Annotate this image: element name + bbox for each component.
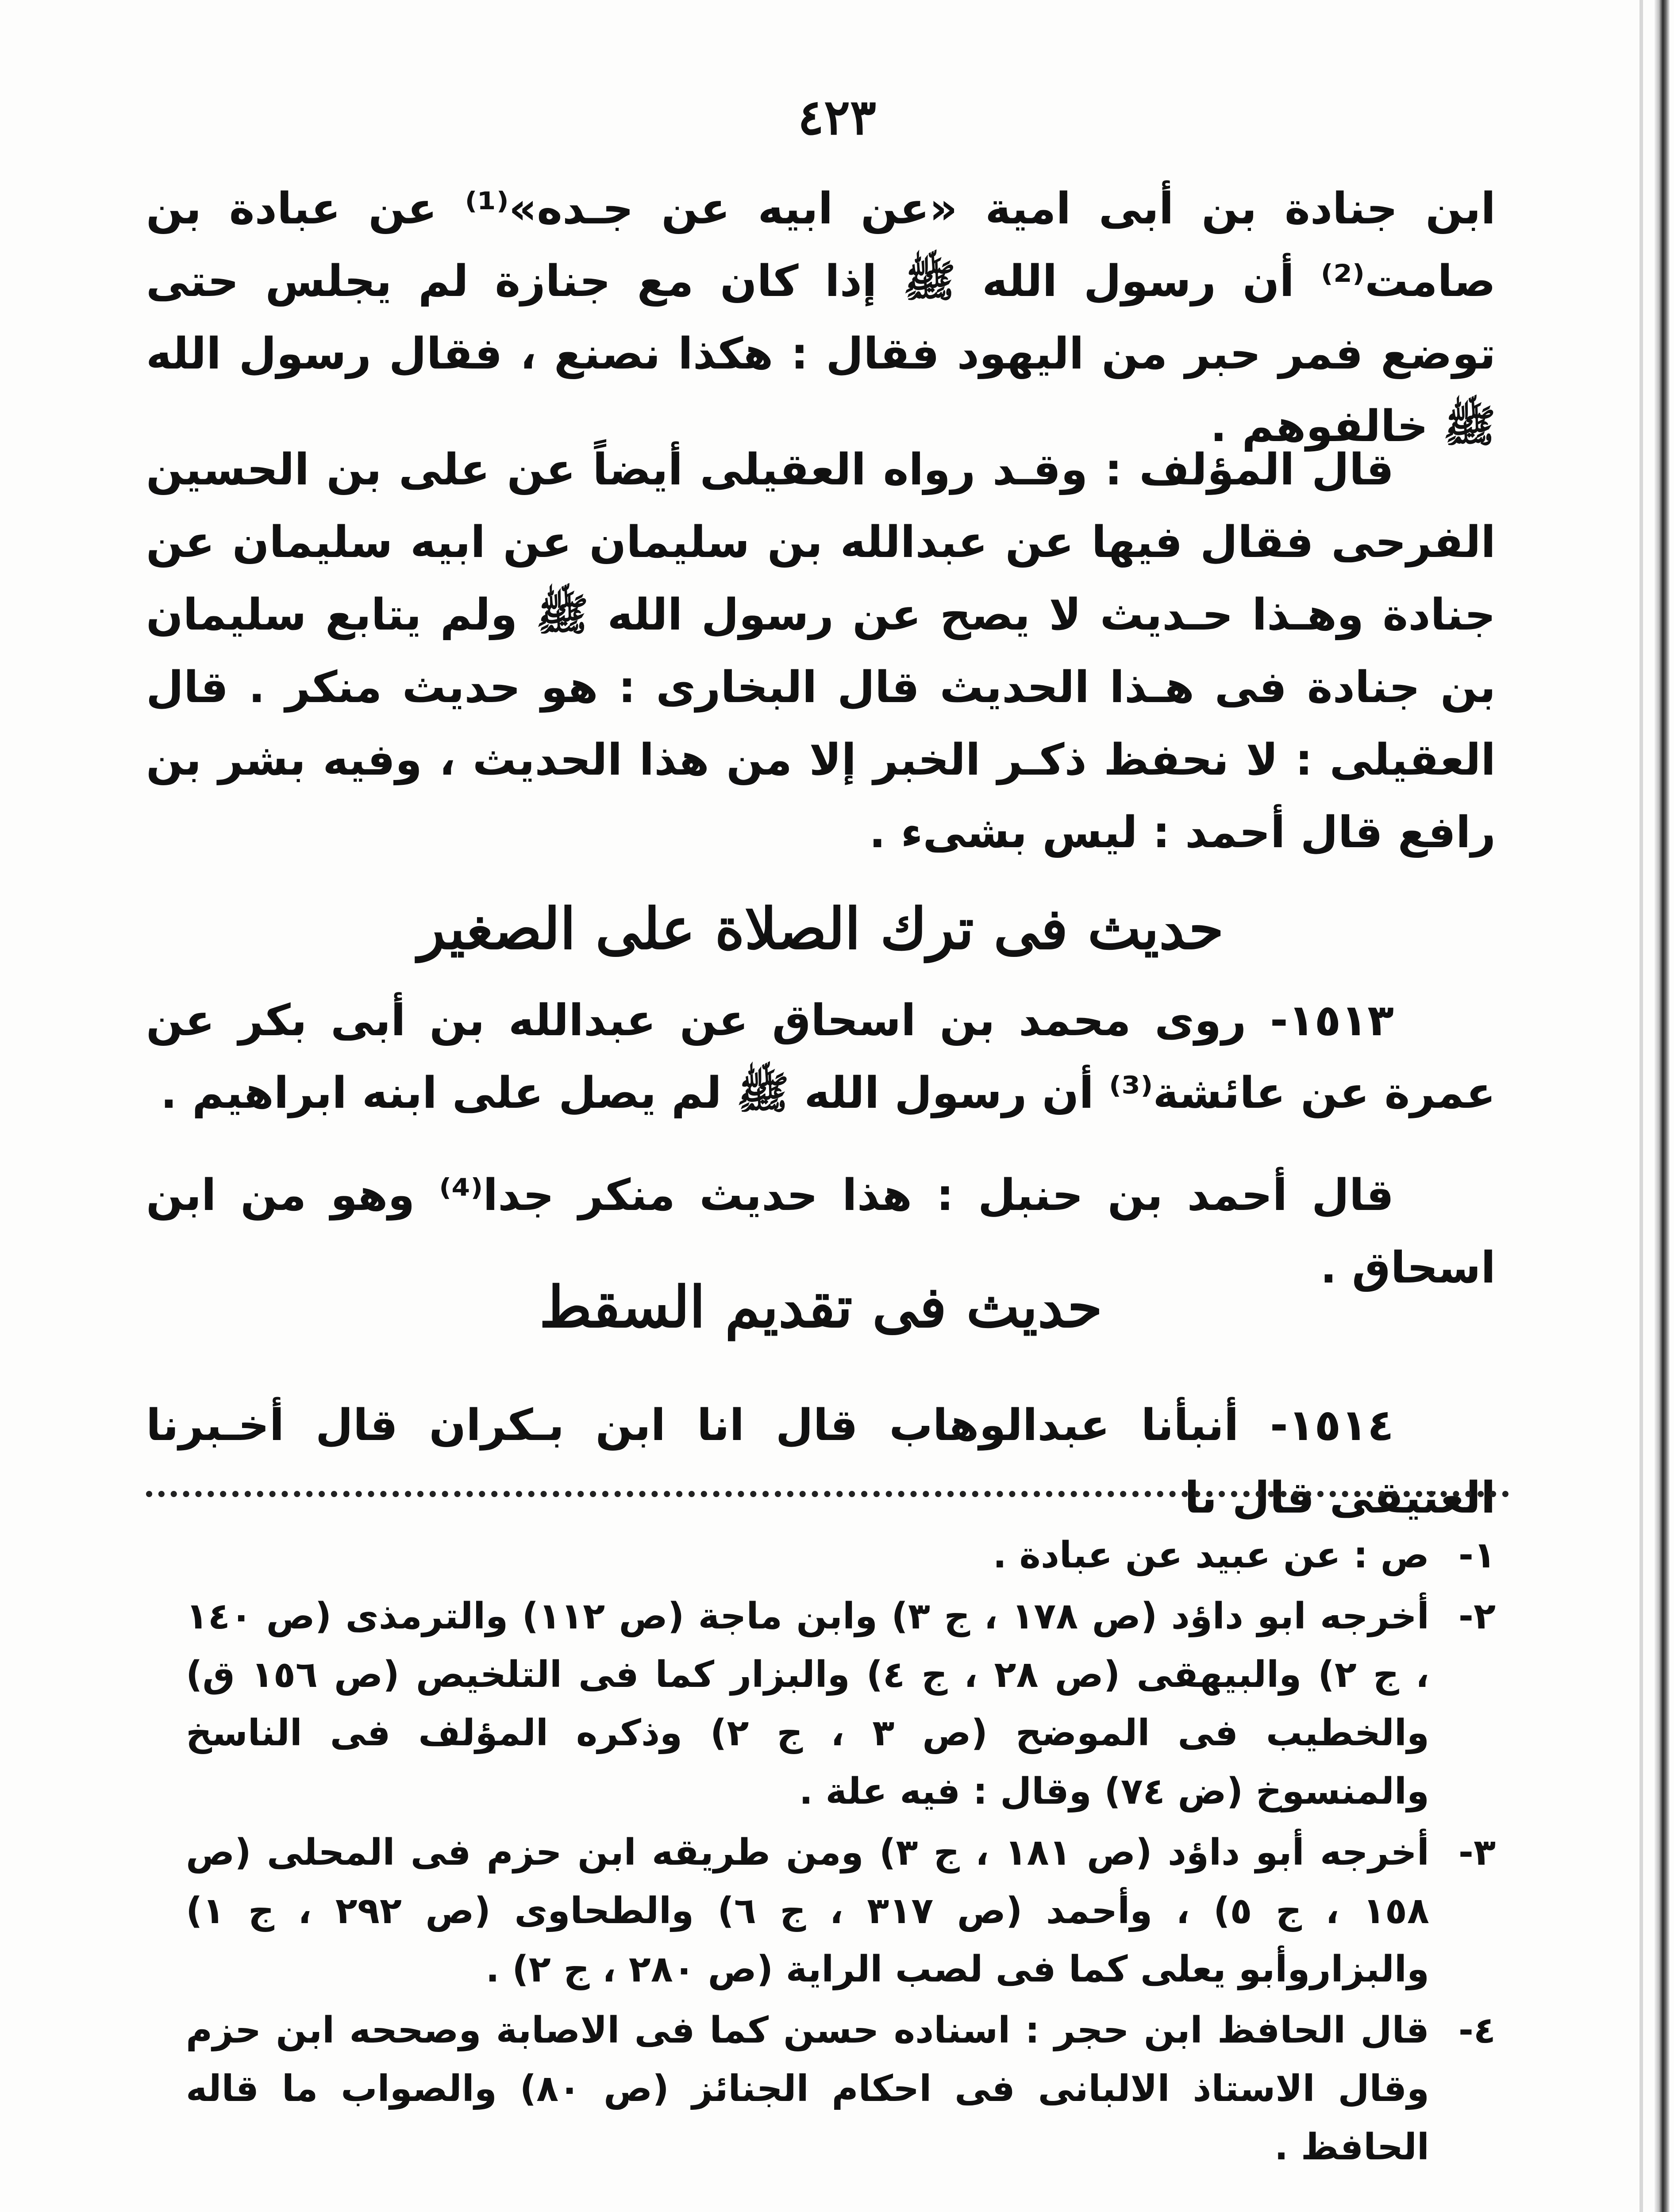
page-number: ٤٢٣ [797,88,877,146]
footnote-text: ص : عن عبيد عن عبادة . [993,1534,1429,1576]
footnote-2 [186,1587,1496,1821]
footnote-number: ١- [1458,1534,1496,1576]
body-paragraph-1: ابن جنادة بن أبى امية «عن ابيه عن جـده»⁽¹⁾ عن عبادة بن صامت⁽²⁾ أن رسول الله ﷺ إذا كان مع جنازة لم يجلس حتى توضع فمر حبر من اليهود فقال : هكذا نصنع ، فقال رسول الله ﷺ خالفوهم . [146,184,1496,452]
body-paragraph-2: قال المؤلف : وقـد رواه العقيلى أيضاً عن على بن الحسين الفرحى فقال فيها عن عبدالله بن سليمان عن ابيه سليمان عن جنادة وهـذا حـديث لا يصح عن رسول الله ﷺ ولم يتابع سليمان بن جنادة فى هـذا الحديث قال البخارى : هو حديث منكر . قال العقيلى : لا نحفظ ذكـر الخبر إلا من هذا الحديث ، وفيه بشر بن رافع قال أحمد : ليس بشىء . [146,445,1496,858]
hadith-1514: ١٥١٤- أنبأنا عبدالوهاب قال انا ابن بـكران قال أخـبرنا العتيقى قال نا [146,1400,1496,1523]
footnote-number: ٤- [1458,2009,1496,2051]
section-heading-2: حديث فى تقديم السقط [539,1274,1103,1340]
footnote-number: ٣- [1458,1832,1496,1874]
footnote-1 [186,1526,1496,1585]
page-binding-shadow [1639,0,1643,2212]
footnotes [186,1526,1496,2179]
footnote-text: قال الحافظ ابن حجر : اسناده حسن كما فى الاصابة وصححه ابن حزم وقال الاستاذ الالبانى فى احكام الجنائز (ص ٨٠) والصواب ما قاله الحافظ . [186,2009,1429,2168]
footnote-separator [146,1491,1509,1497]
section-heading-1: حديث فى ترك الصلاة على الصغير [418,896,1224,962]
page-binding-edge [1655,0,1670,2212]
footnote-number: ٢- [1458,1595,1496,1637]
footnote-3 [186,1824,1496,1999]
footnote-4 [186,2001,1496,2177]
footnote-text: أخرجه ابو داؤد (ص ١٧٨ ، ج ٣) وابن ماجة (ص ١١٢) والترمذى (ص ١٤٠ ، ج ٢) والبيهقى (ص ٢٨ ، ج ٤) والبزار كما فى التلخيص (ص ١٥٦ ق) والخطيب فى الموضح (ص ٣ ، ج ٢) وذكره المؤلف فى الناسخ والمنسوخ (ض ٧٤) وقال : فيه علة . [186,1595,1430,1813]
hadith-1513: ١٥١٣- روى محمد بن اسحاق عن عبدالله بن أبى بكر عن عمرة عن عائشة⁽³⁾ أن رسول الله ﷺ لم يصل على ابنه ابراهيم . [146,995,1496,1118]
footnote-text: أخرجه أبو داؤد (ص ١٨١ ، ج ٣) ومن طريقه ابن حزم فى المحلى (ص ١٥٨ ، ج ٥) ، وأحمد (ص ٣١٧ ، ج ٦) والطحاوى (ص ٢٩٢ ، ج ١) والبزاروأبو يعلى كما فى لصب الراية (ص ٢٨٠ ، ج ٢) . [186,1832,1429,1990]
body-paragraph-4: قال أحمد بن حنبل : هذا حديث منكر جدا⁽⁴⁾ وهو من ابن اسحاق . [146,1170,1496,1293]
